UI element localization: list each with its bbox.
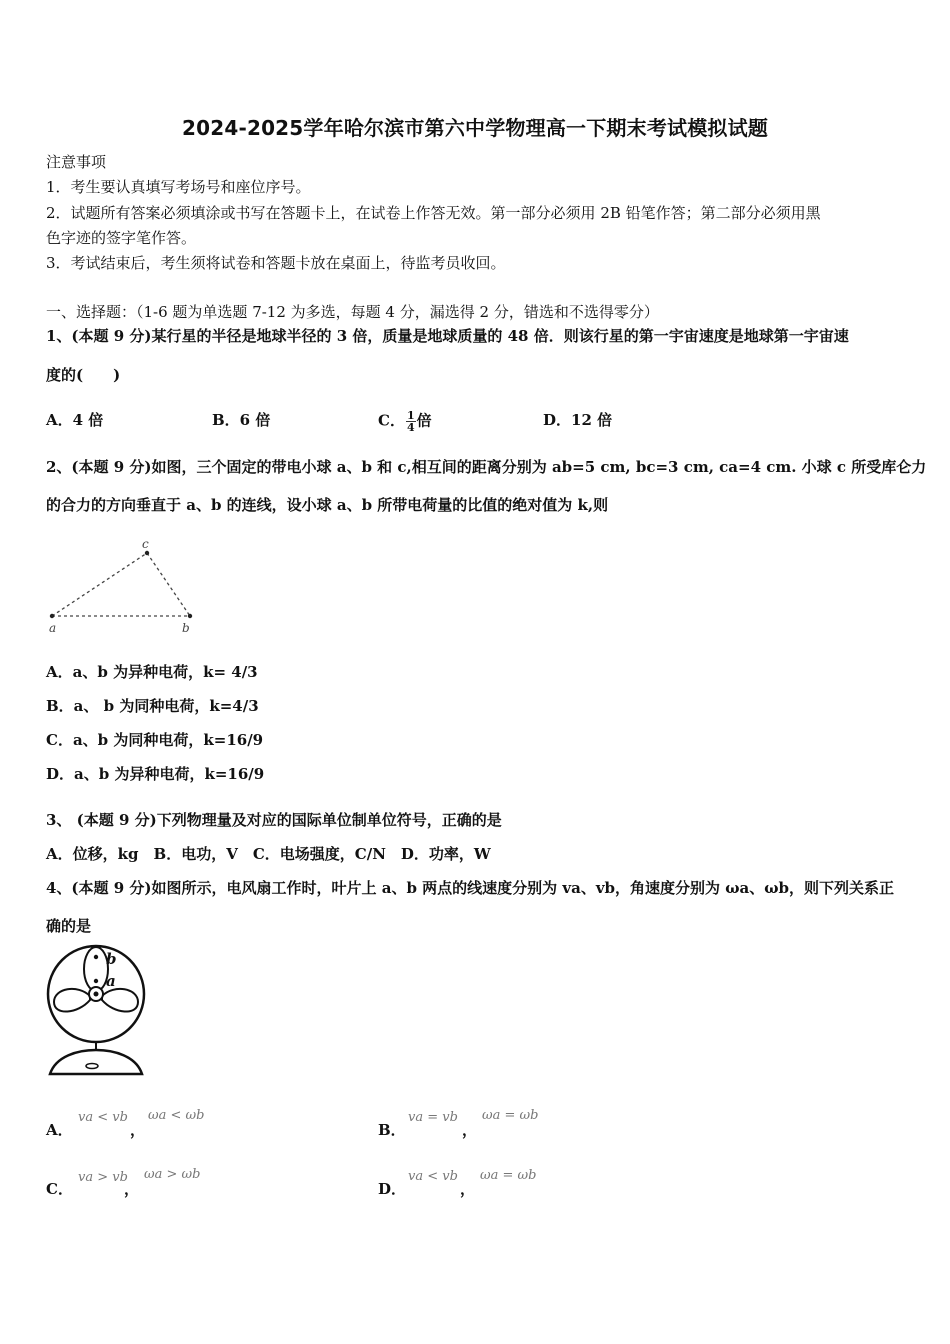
point-a [94,979,98,983]
q4-option-d-omega: ωa = ωb [480,1168,537,1183]
separator: ， [130,1121,146,1139]
q2-option-b: B．a、 b 为同种电荷，k=4/3 [46,697,259,715]
separator: ， [462,1121,478,1139]
charge-b [188,614,192,618]
label-a: a [49,621,57,635]
fan-blade-top [84,947,108,991]
segment-ac [52,553,147,616]
segment-bc [147,553,190,616]
label-a: a [106,972,116,990]
separator: ， [124,1180,140,1198]
q3-options: A．位移，kg B．电功，V C．电场强度，C/N D．功率，W [46,845,491,863]
fraction-numerator: 1 [406,409,415,422]
q2-stem-cont: 的合力的方向垂直于 a、b 的连线，设小球 a、b 所带电荷量的比值的绝对值为 k,则 [46,496,609,514]
q1-option-c-label: C． [378,411,405,430]
q4-option-c-velocity: va > vb [78,1170,128,1185]
q4-option-c-label: C． [46,1180,73,1198]
q1-option-c [378,410,432,433]
fan-figure [42,944,154,1080]
notice-item: 3．考试结束后，考生须将试卷和答题卡放在桌面上，待监考员收回。 [46,254,506,272]
separator: ， [460,1180,476,1198]
q1-option-c-suffix: 倍 [416,411,432,430]
q4-option-b-label: B． [378,1121,406,1139]
q1-option-a: A．4 倍 [46,411,104,429]
notice-item: 色字迹的签字笔作答。 [46,229,197,247]
q4-option-b-velocity: va = vb [408,1110,458,1125]
fan-switch-icon [86,1064,98,1069]
q1-stem: 1、(本题 9 分)某行星的半径是地球半径的 3 倍，质量是地球质量的 48 倍．则该行星的第一宇宙速度是地球第一宇宙速 [46,327,849,345]
q4-option-d-velocity: va < vb [408,1169,458,1184]
q1-stem-cont: 度的( ) [46,366,121,384]
fan-base [50,1050,142,1074]
section-heading: 一、选择题：（1-6 题为单选题 7-12 为多选，每题 4 分，漏选得 2 分，错选和不选得零分） [46,303,659,321]
fan-axle [94,992,99,997]
q4-option-b-omega: ωa = ωb [482,1108,539,1123]
fan-blade-left [54,989,90,1012]
triangle-figure [44,536,204,636]
label-b: b [106,950,117,968]
q2-option-a: A．a、b 为异种电荷，k= 4/3 [46,663,258,681]
q4-option-c-omega: ωa > ωb [144,1167,201,1182]
q1-option-b: B．6 倍 [212,411,271,429]
fraction-denominator: 4 [406,421,415,434]
q2-option-c: C．a、b 为同种电荷，k=16/9 [46,731,264,749]
label-c: c [142,537,149,551]
notice-heading: 注意事项 [46,153,107,171]
q4-option-a-omega: ωa < ωb [148,1108,205,1123]
charge-a [50,614,54,618]
notice-item: 2．试题所有答案必须填涂或书写在答题卡上，在试卷上作答无效。第一部分必须用 2B 铅笔作答；第二部分必须用黑 [46,204,821,222]
q4-option-a-velocity: va < vb [78,1110,128,1125]
q4-option-a-label: A． [46,1121,73,1139]
q4-stem: 4、(本题 9 分)如图所示，电风扇工作时，叶片上 a、b 两点的线速度分别为 va、vb，角速度分别为 ωa、ωb，则下列关系正 [46,879,895,897]
q4-option-d-label: D． [378,1180,407,1198]
point-b [94,955,98,959]
q3-stem: 3、 (本题 9 分)下列物理量及对应的国际单位制单位符号，正确的是 [46,811,502,829]
q1-option-d: D．12 倍 [543,411,613,429]
charge-c [145,551,149,555]
notice-item: 1．考生要认真填写考场号和座位序号。 [46,178,311,196]
q4-stem-cont: 确的是 [46,917,92,935]
page-title: 2024-2025学年哈尔滨市第六中学物理高一下期末考试模拟试题 [181,116,769,140]
q2-stem: 2、(本题 9 分)如图，三个固定的带电小球 a、b 和 c,相互间的距离分别为 ab=5 cm, bc=3 cm, ca=4 cm. 小球 c 所受库仑力 [46,458,927,476]
fan-blade-right [102,989,138,1012]
fraction [406,410,416,433]
label-b: b [182,621,190,635]
q2-option-d: D．a、b 为异种电荷，k=16/9 [46,765,265,783]
